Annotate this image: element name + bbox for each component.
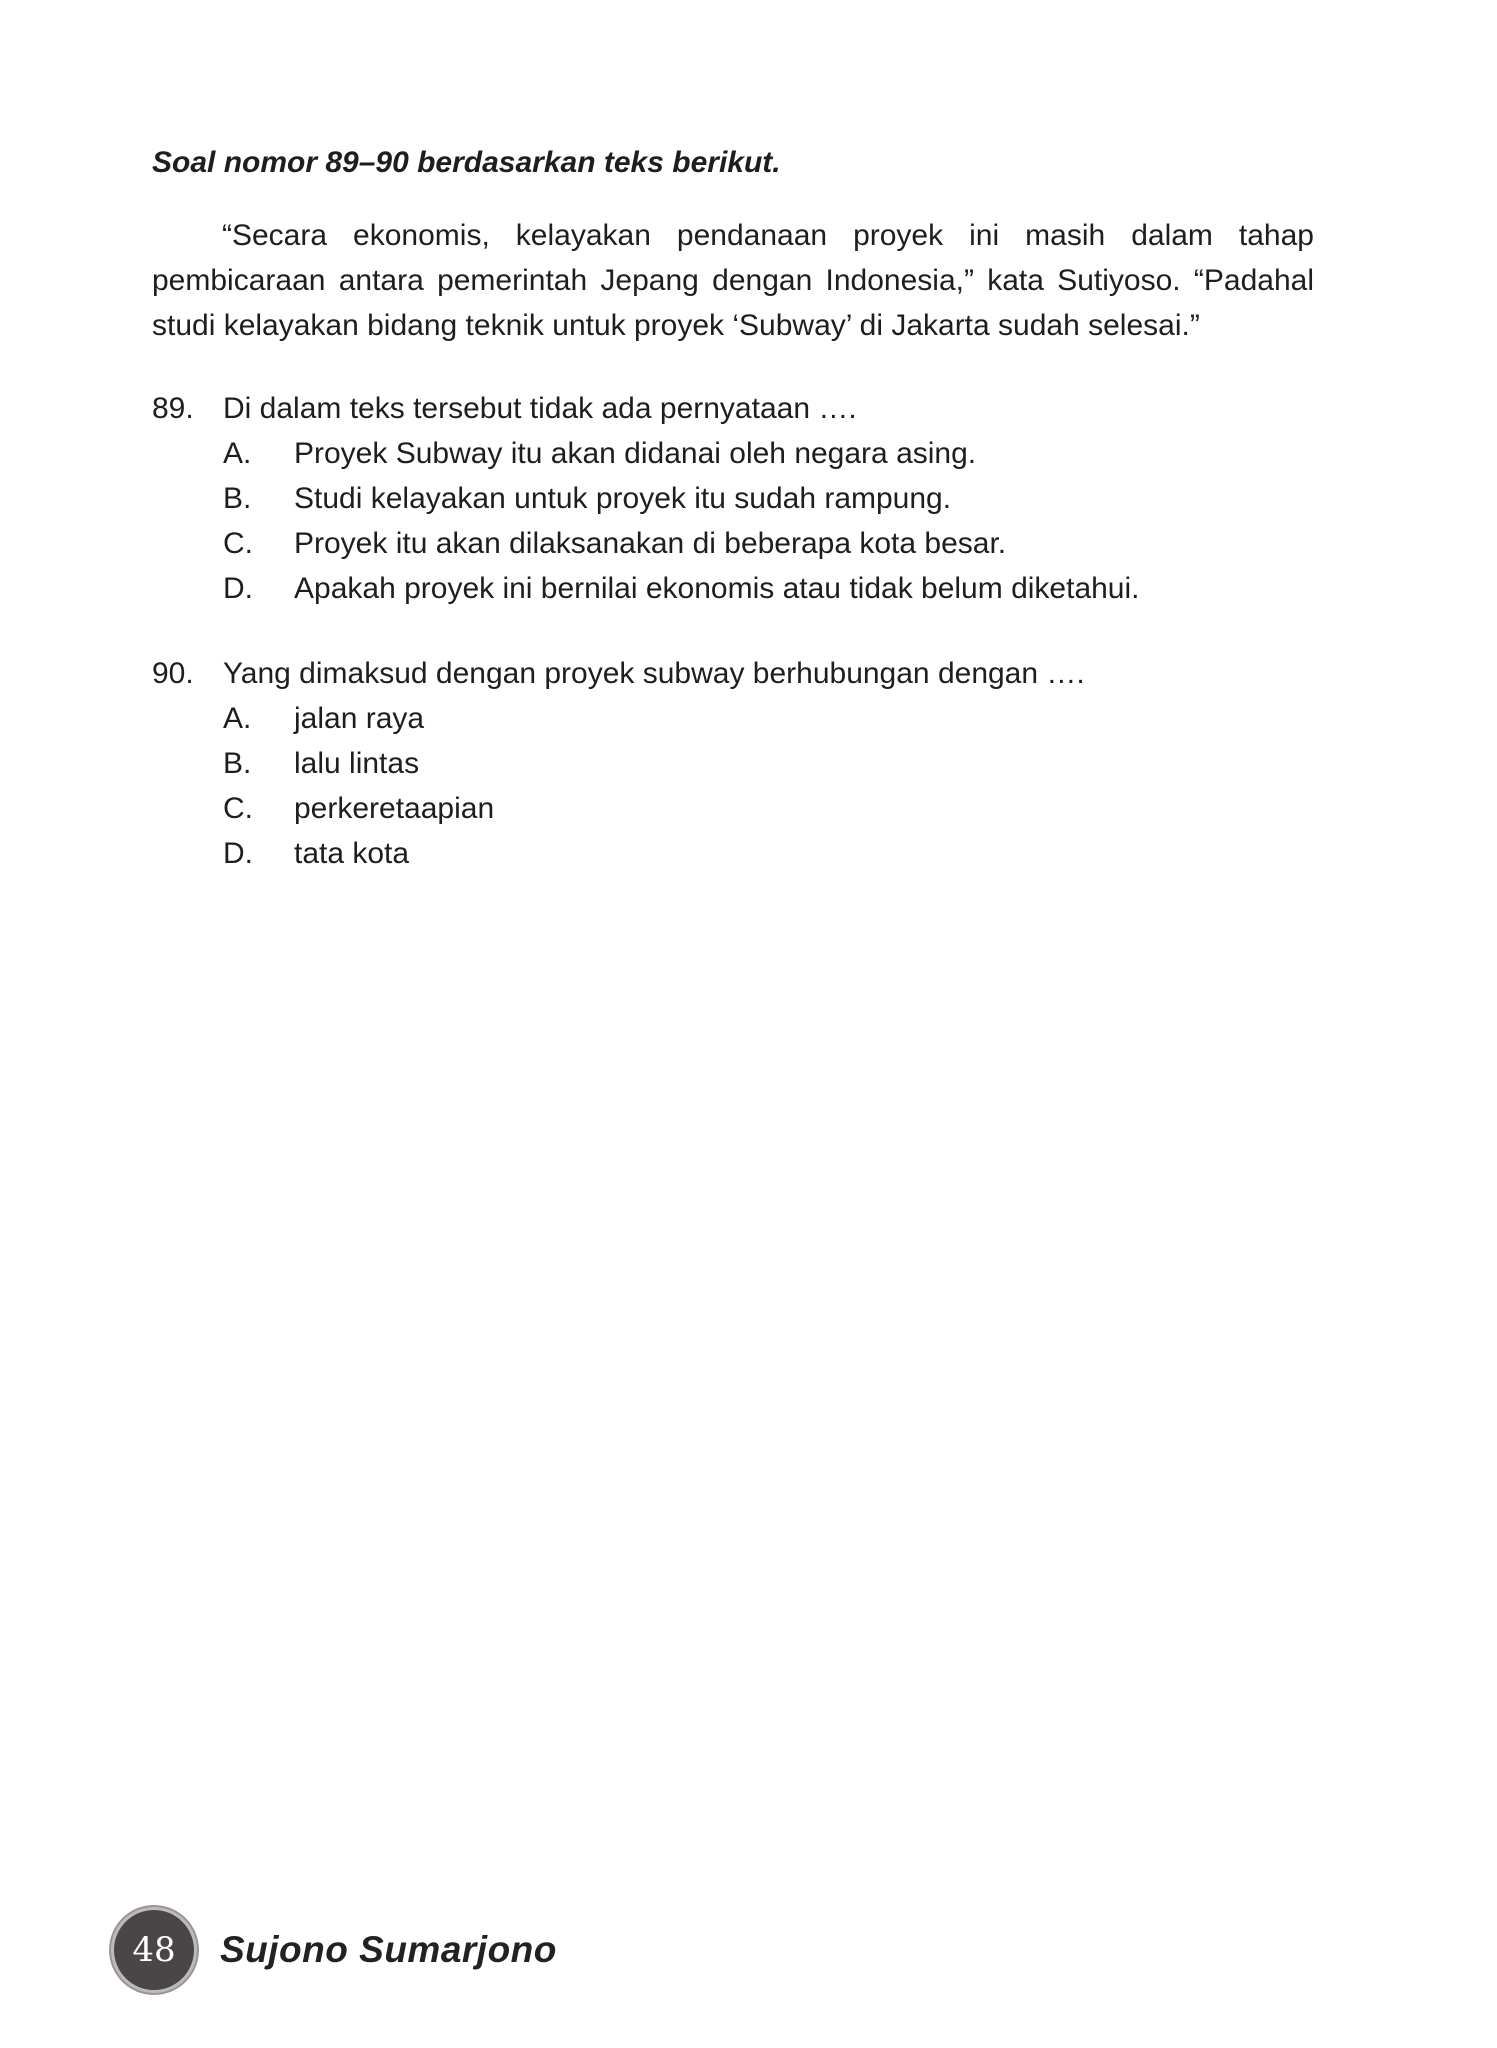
reading-passage: “Secara ekonomis, kelayakan pendanaan proyek ini masih dalam tahap pembicaraan antara pemerintah Jepang dengan Indonesia,” kata Sutiyoso. “Padahal studi kelayakan bidang teknik untuk proyek ‘Subway’ di Jakarta sudah selesai.” <box>152 219 1314 342</box>
option-c <box>152 786 1352 831</box>
option-letter: A. <box>223 437 252 470</box>
option-c <box>152 521 1352 566</box>
option-text: Studi kelayakan untuk proyek itu sudah rampung. <box>294 482 952 515</box>
page-number-badge <box>108 1904 200 1996</box>
option-a <box>152 696 1352 741</box>
author-name: Sujono Sumarjono <box>220 1929 557 1970</box>
option-text: jalan raya <box>294 702 425 735</box>
question-stem <box>152 651 1352 696</box>
page-footer <box>108 1902 557 1998</box>
option-letter: C. <box>223 527 253 560</box>
option-a <box>152 431 1352 476</box>
option-text: lalu lintas <box>294 747 420 780</box>
option-b <box>152 476 1352 521</box>
question-text: Yang dimaksud dengan proyek subway berhubungan dengan …. <box>223 657 1085 690</box>
question-stem <box>152 386 1352 431</box>
option-text: Proyek Subway itu akan didanai oleh negara asing. <box>294 437 977 470</box>
option-letter: C. <box>223 792 253 825</box>
option-letter: D. <box>223 837 253 870</box>
answer-options <box>152 431 1352 611</box>
option-letter: B. <box>223 482 252 515</box>
answer-options <box>152 696 1352 876</box>
section-heading: Soal nomor 89–90 berdasarkan teks berikut. <box>152 146 781 179</box>
option-b <box>152 741 1352 786</box>
question-89 <box>152 386 1352 611</box>
page-number: 48 <box>132 1930 176 1970</box>
option-letter: A. <box>223 702 252 735</box>
option-text: tata kota <box>294 837 410 870</box>
question-number: 90. <box>152 657 194 690</box>
option-letter: B. <box>223 747 252 780</box>
option-text: Apakah proyek ini bernilai ekonomis atau tidak belum diketahui. <box>294 572 1140 605</box>
question-number: 89. <box>152 392 194 425</box>
question-90 <box>152 651 1352 876</box>
option-d <box>152 831 1352 876</box>
option-d <box>152 566 1352 611</box>
option-letter: D. <box>223 572 253 605</box>
question-text: Di dalam teks tersebut tidak ada pernyataan …. <box>223 392 857 425</box>
option-text: Proyek itu akan dilaksanakan di beberapa kota besar. <box>294 527 1007 560</box>
option-text: perkeretaapian <box>294 792 495 825</box>
